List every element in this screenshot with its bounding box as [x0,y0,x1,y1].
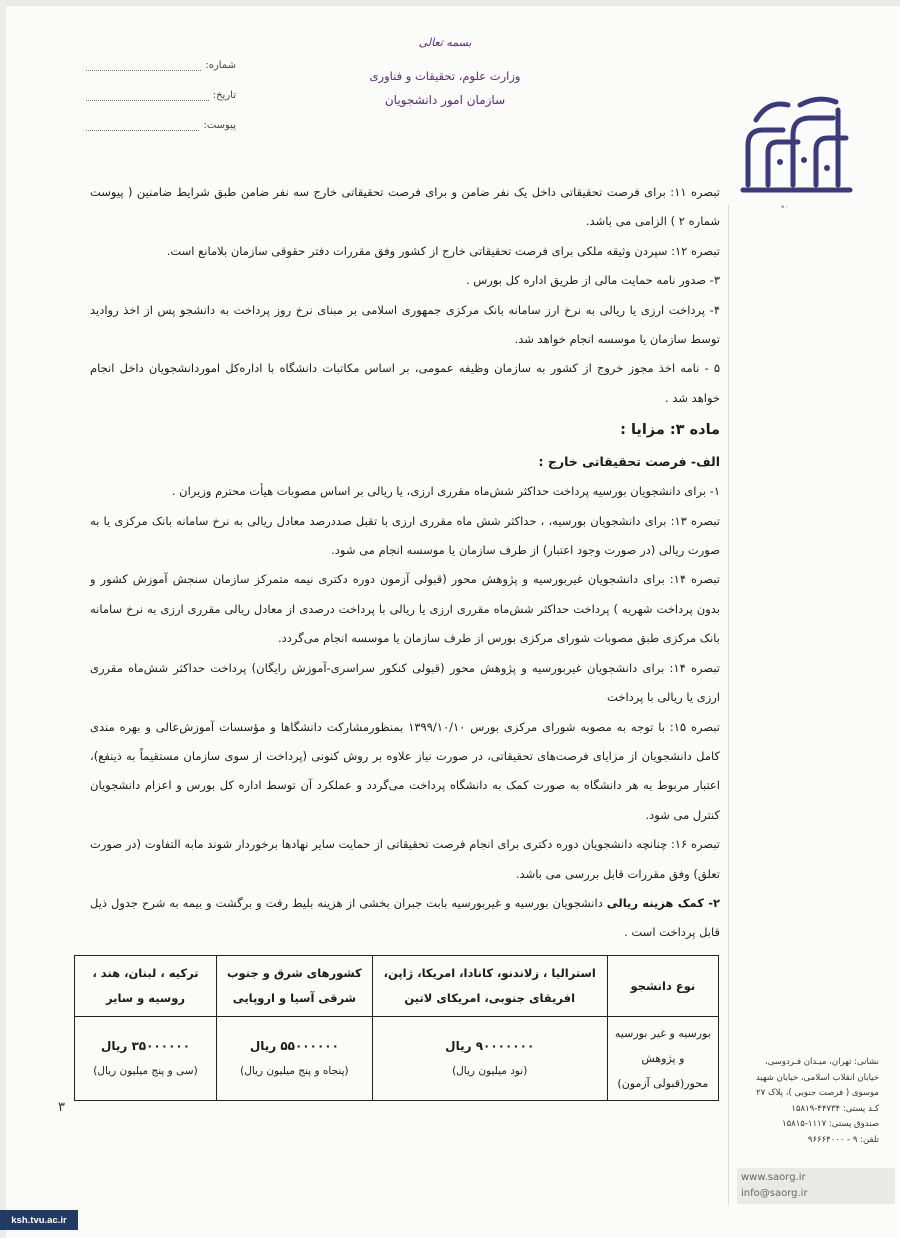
email-link[interactable]: info@saorg.ir [741,1188,808,1199]
logo-icon [738,90,858,195]
scan-mark: •· [780,203,789,213]
field-number: شماره: [86,50,236,80]
item-3: ۳- صدور نامه حمایت مالی از طریق اداره کل بورس . [465,273,720,288]
amount-3: ۳۵۰۰۰۰۰۰ ریال [100,1038,191,1053]
organization-name: سازمان امور دانشجویان [384,93,506,107]
address-line: نشانی: تهران، میـدان فـردوسی، [764,1057,879,1067]
scan-edge-left [0,0,6,1238]
note-14b: تبصره ۱۴: برای دانشجویان غیربورسیه و پژوهش محور (قبولی کنکور سراسری-آموزش رایگان) پرداخت حداکثر شش‌ماه مقرری ارزی یا ریالی با پرداخت [90,660,720,705]
amount-2: ۵۵۰۰۰۰۰۰ ریال [249,1038,339,1053]
amount-2-words: (پنجاه و پنج میلیون ریال) [240,1064,349,1077]
item-5: ۵ - نامه اخذ مجوز خروج از کشور به سازمان وظیفه عمومی، بر اساس مکاتبات دانشگاه با اداره‌کل اموردانشجویان داخل انجام خواهد شد . [90,361,720,405]
field-date: تاریخ: [86,80,236,110]
letter-fields [86,50,236,140]
address-line: خیابان انقلاب اسلامی، خیابان شهید [755,1072,879,1083]
cell-student-type: بورسیه و غیر بورسیه و پژوهش محور(قبولی آزمون) [607,1017,718,1101]
item-1: ۱- برای دانشجویان بورسیه پرداخت حداکثر شش‌ماه مقرری ارزی، یا ریالی بر اساس مصوبات هیأت محترم وزیران . [171,484,720,499]
header-region-1: استرالیا ، زلاندنو، کانادا، امریکا، ژاپن، افریقای جنوبی، امریکای لاتین [372,956,607,1017]
note-12: تبصره ۱۲: سپردن وثیقه ملکی برای فرصت تحقیقاتی خارج از کشور وفق مقررات دفتر حقوقی سازمان بلامانع است. [166,243,720,258]
amount-1: ۹۰۰۰۰۰۰۰ ریال [445,1038,535,1053]
letterhead [330,36,560,107]
note-16: تبصره ۱۶: چنانچه دانشجویان دوره دکتری برای انجام فرصت تحقیقاتی از حمایت سایر نهادها برخوردار شوند مابه التفاوت (در صورت تعلق) وفق مقررات قابل بررسی می باشد. [90,837,721,881]
document-body [90,178,720,948]
source-watermark: ksh.tvu.ac.ir [0,1210,78,1230]
item-2-title: ۲- کمک هزینه ریالی [606,895,720,910]
item-2-text: دانشجویان بورسیه و غیربورسیه بابت جبران بخشی از هزینه بلیط رفت و برگشت و بیمه به شرح جدول ذیل قابل پرداخت است . [90,895,720,940]
scan-edge-top [0,0,900,6]
ministry-name: وزارت علوم، تحقیقات و فناوری [369,69,521,83]
cell-amount-1 [372,1017,607,1101]
phone: تلفن: ۹ - ۹۶۶۶۴۰۰۰ [807,1134,879,1145]
note-13: تبصره ۱۳: برای دانشجویان بورسیه، ، حداکثر شش ماه مقرری ارزی با تقبل صددرصد معادل ریالی به نرخ سامانه بانک مرکزی یا به صورت ریالی (در صورت وجود اعتبار) از طرف سازمان یا موسسه انجام می شود. [90,513,720,558]
header-region-3: ترکیه ، لبنان، هند ، روسیه و سایر [75,956,217,1017]
contact-address [737,1055,879,1148]
table-row [75,1017,719,1101]
field-attachment: پیوست: [86,110,236,140]
address-line: موسوی ( فرصت جنوبی )، پلاک ۲۷ [756,1088,879,1098]
page-number: ۳ [58,1100,65,1115]
note-11: تبصره ۱۱: برای فرصت تحقیقاتی داخل یک نفر ضامن و برای فرصت تحقیقاتی خارج سه نفر ضامن طبق شرایط ضامنین ( پیوست شماره ۲ ) الزامی می باشد. [90,185,720,229]
note-14a: تبصره ۱۴: برای دانشجویان غیربورسیه و پژوهش محور (قبولی آزمون دوره دکتری نیمه متمرکز سازمان سنجش آموزش کشور و بدون پرداخت شهریه ) پرداخت حداکثر شش‌ماه مقرری ارزی یا ریالی با پرداخت درصدی از معادل ریالی مقرری ارزی به نرخ سامانه بانک مرکزی طبق مصوبات شورای مرکزی بورس از طرف سازمان یا موسسه انجام می‌گردد. [90,572,720,646]
table-header-row [75,956,719,1017]
header-region-2: کشورهای شرق و جنوب شرقی آسیا و اروپایی [216,956,372,1017]
header-student-type: نوع دانشجو [607,956,718,1017]
organization-logo [738,90,858,195]
item-2 [90,889,720,948]
amount-1-words: (نود میلیون ریال) [452,1064,528,1077]
amount-3-words: (سی و پنج میلیون ریال) [93,1064,198,1077]
item-4: ۴- پرداخت ارزی یا ریالی به نرخ ارز سامانه بانک مرکزی جمهوری اسلامی بر مبنای نرخ روز پرداخت به دانشجو پس از اخذ روادید توسط سازمان یا موسسه انجام خواهد شد. [90,302,720,347]
basmala: بسمه تعالی [418,36,472,49]
note-15: تبصره ۱۵: با توجه به مصوبه شورای مرکزی بورس ۱۳۹۹/۱۰/۱۰ بمنظورمشارکت دانشگاها و مؤسسات آموزش‌عالی و بهره مندی کامل دانشجویان از مزایای فرصت‌های تحقیقاتی، در صورت نیاز علاوه بر روش کنونی (پرداخت از سوی سازمان مستقیماً به ذینفع)، اعتبار مربوط به هر دانشگاه به صورت کمک به دانشگاه پرداخت می‌گردد و عملکرد آن توسط اداره کل بورس و اعزام دانشجویان کنترل می شود. [90,719,721,822]
section-a-heading: الف- فرصت تحقیقاتی خارج : [538,454,720,470]
article-3-heading: ماده ۳: مزایا : [620,422,720,439]
contact-web [737,1168,895,1204]
website-link[interactable]: www.saorg.ir [741,1172,806,1183]
po-box: صندوق پستی: ۱۱۱۷-۱۵۸۱۵ [782,1119,879,1129]
side-divider [728,205,729,1205]
postal-code: کـد پستی: ۴۴۷۳۴-۱۵۸۱۹ [791,1103,879,1114]
allowance-table [74,955,719,1101]
cell-amount-2 [216,1017,372,1101]
cell-amount-3 [75,1017,217,1101]
